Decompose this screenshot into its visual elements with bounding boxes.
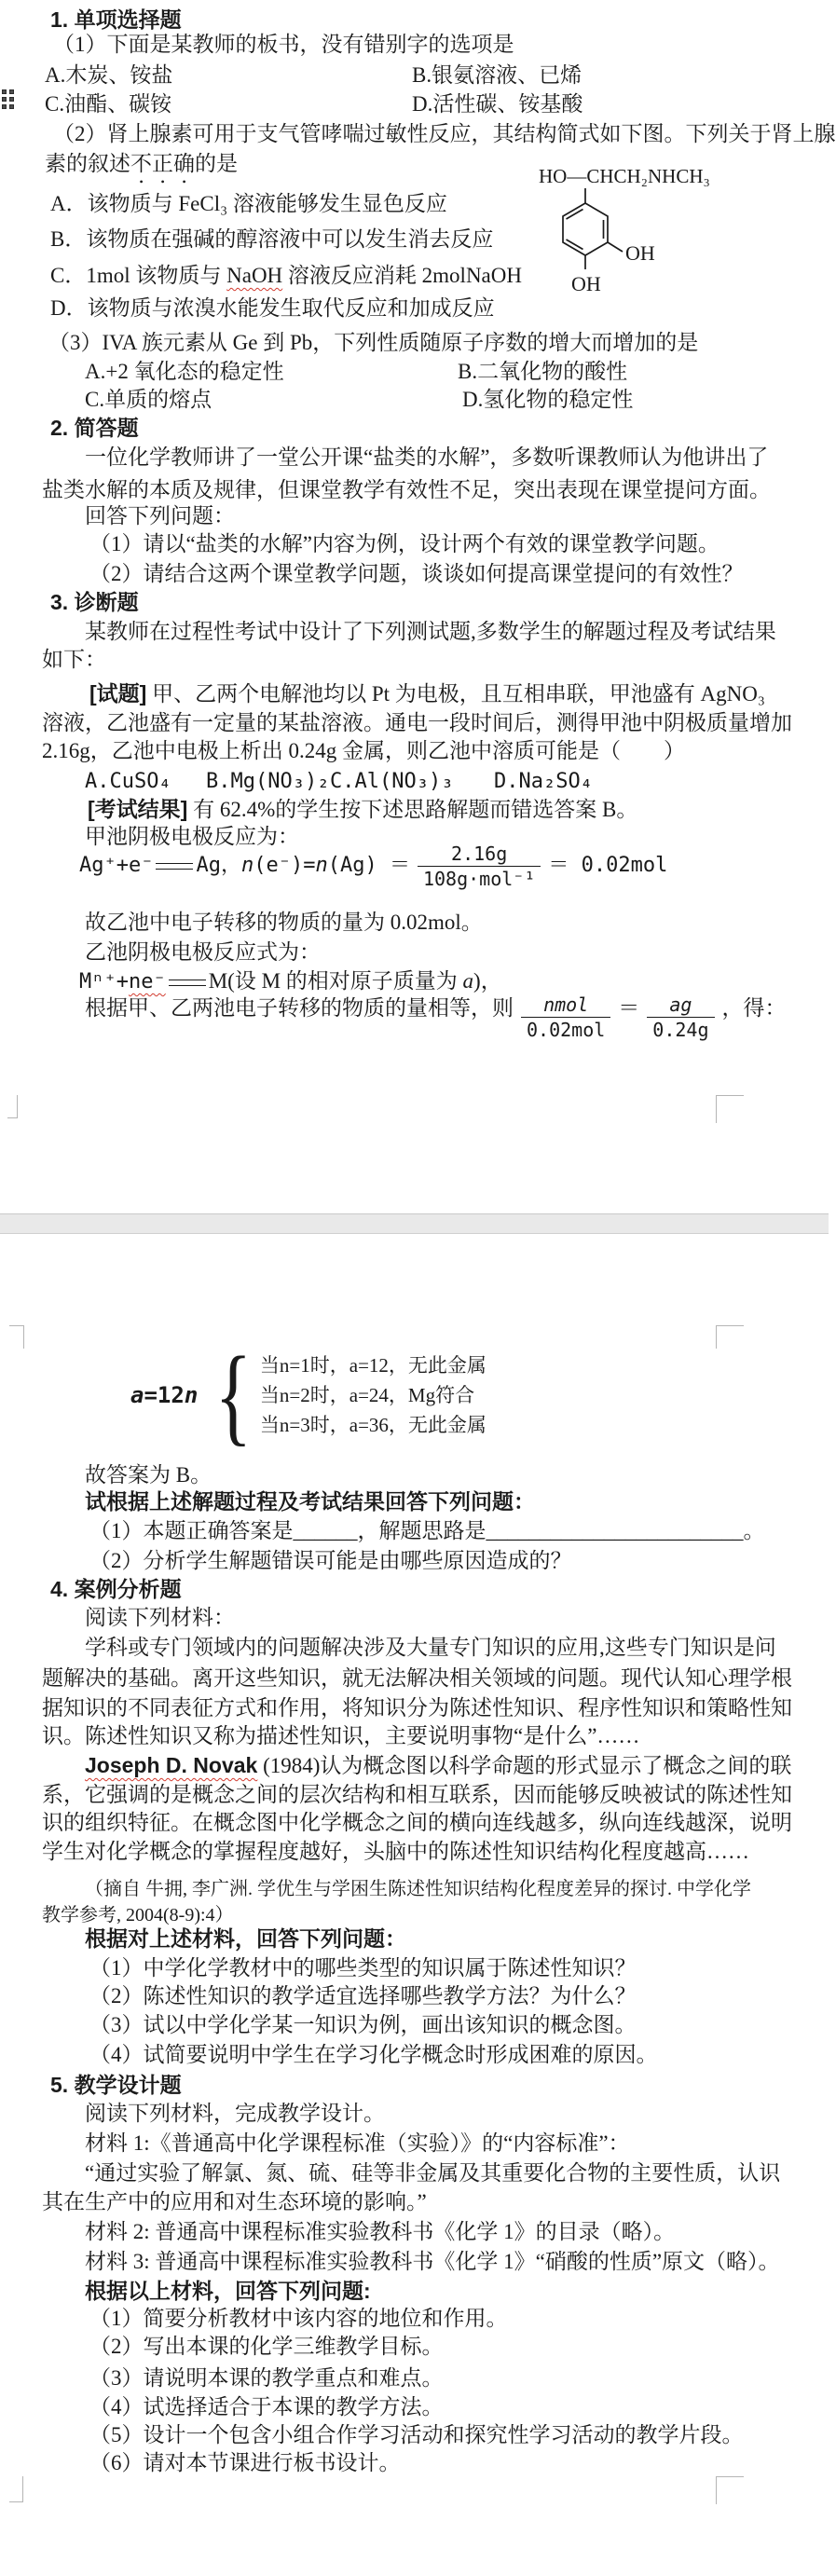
sub-question-2: （2）写出本课的化学三维教学目标。: [89, 2335, 444, 2358]
math-var-n: n: [315, 854, 328, 877]
margin-corner-mark: [9, 2476, 23, 2502]
instruction-heading: 根据对上述材料，回答下列问题：: [85, 1926, 406, 1951]
paragraph-line: 回答下列问题：: [85, 504, 235, 528]
document-page-1: [0, 0, 836, 1213]
math-var-a: a: [130, 1382, 144, 1408]
sub-question-2: （2）陈述性知识的教学适宜选择哪些教学方法？为什么？: [89, 1984, 637, 2007]
case-line-2: 当n=2时，a=24，Mg符合: [259, 1384, 475, 1406]
equation-text: =12: [144, 1382, 185, 1408]
drag-handle-dots-icon: [2, 89, 14, 109]
material-text-line: 学生对化学概念的掌握程度越好，头脑中的陈述性知识结构化程度越高……: [42, 1840, 749, 1863]
paragraph-line: 阅读下列材料：: [85, 1606, 235, 1629]
clipped-fraction: [639, 993, 721, 1041]
left-brace: {: [214, 1334, 253, 1456]
electrode-equation-1: [79, 837, 667, 895]
paragraph-line: 某教师在过程性考试中设计了下列测试题,多数学生的解题过程及考试结果: [85, 620, 776, 643]
test-options-row: [85, 768, 719, 796]
option-a: A．该物质与 FeCl₃ 溶液能够发生显色反应: [50, 192, 447, 215]
material-text-line: 识。陈述性知识又称为描述性知识，主要说明事物“是什么”……: [42, 1724, 640, 1747]
emphasized-text: 不正确: [130, 152, 195, 175]
sub-question-1: （1）请以“盐类的水解”内容为例，设计两个有效的课堂教学问题。: [89, 532, 720, 555]
sub-question-6: （6）请对本节课进行板书设计。: [89, 2451, 401, 2474]
double-bond-line: [156, 863, 193, 870]
fraction: [418, 842, 541, 891]
solution-line: 故乙池中电子转移的物质的量为 0.02mol。: [85, 911, 483, 934]
fraction: [647, 993, 714, 1042]
instruction-heading: 试根据上述解题过程及考试结果回答下列问题：: [85, 1489, 535, 1514]
sub-question-1: （1）中学化学教材中的哪些类型的知识属于陈述性知识？: [89, 1956, 637, 1980]
question-1-2-prompt-cont: [45, 150, 238, 188]
test-item-label: [试题]: [89, 681, 147, 706]
sub-question-5: （5）设计一个包含小组合作学习活动和探究性学习活动的教学片段。: [89, 2423, 744, 2446]
fraction-denominator: 0.24g: [647, 1017, 714, 1042]
instruction-heading: 根据以上材料，回答下列问题:: [85, 2279, 371, 2303]
option-a: A.木炭、铵盐: [45, 63, 173, 87]
option-a: A.CuSO₄: [85, 770, 171, 793]
margin-corner-mark: [716, 1325, 744, 1349]
equation-text: Mⁿ⁺+: [79, 970, 129, 993]
material-2-line: 材料 2: 普通高中课程标准实验教科书《化学 1》的目录（略）。: [85, 2220, 676, 2243]
solution-line: 乙池阴极电极反应式为：: [85, 940, 321, 964]
option-b: B.二氧化物的酸性: [458, 360, 628, 383]
option-c: C.油酯、碳铵: [45, 92, 172, 116]
sub-question-1: （1）本题正确答案是______，解题思路是________________________。: [89, 1519, 765, 1542]
math-var-n: n: [240, 854, 254, 877]
material-text-line: 题解决的基础。离开这些知识，就无法解决相关领域的问题。现代认知心理学根: [42, 1666, 792, 1690]
option-b: B.Mg(NO₃)₂: [206, 770, 330, 793]
structure-chain-formula: HO—CHCH₂NHCH₃: [539, 165, 710, 187]
math-var-n: n: [184, 1382, 199, 1408]
paragraph-line: 如下：: [42, 648, 106, 671]
citation-line: 教学参考, 2004(8-9):4）: [42, 1905, 234, 1925]
section-5-heading: 5. 教学设计题: [50, 2073, 182, 2097]
material-text: (1984)认为概念图以科学命题的形式显示了概念之间的联: [257, 1754, 792, 1777]
paragraph-line: 盐类水解的本质及规律，但课堂教学有效性不足，突出表现在课堂提问方面。: [42, 478, 771, 501]
test-item-line: 溶液，乙池盛有一定量的某盐溶液。通电一段时间后，测得甲池中阴极质量增加: [42, 711, 792, 734]
material-quote-line: 其在生产中的应用和对生态环境的影响。”: [42, 2190, 427, 2213]
prompt-text: 素的叙述: [45, 152, 130, 175]
exam-result-text: 有 62.4%的学生按下述思路解题而错选答案 B。: [187, 798, 638, 821]
section-2-heading: 2. 简答题: [50, 416, 139, 440]
fraction-denominator: 108g·mol⁻¹: [418, 866, 541, 891]
case-line-3: 当n=3时，a=36，无此金属: [259, 1414, 487, 1436]
option-d: D.氢化物的稳定性: [462, 388, 634, 411]
margin-corner-mark: [7, 1095, 18, 1118]
option-b: B．该物质在强碱的醇溶液中可以发生消去反应: [50, 227, 494, 251]
test-item-text: 甲、乙两个电解池均以 Pt 为电极，且互相串联，甲池盛有 AgNO₃: [146, 682, 765, 706]
sub-question-4: （4）试简要说明中学生在学习化学概念时形成困难的原因。: [89, 2043, 658, 2066]
hydroxyl-label-bottom: OH: [571, 272, 601, 295]
equation-text: )，: [473, 969, 502, 993]
section-4-heading: 4. 案例分析题: [50, 1577, 182, 1601]
equation-text: ，得：: [721, 996, 787, 1020]
clipped-fraction: [514, 993, 618, 1041]
sub-question-3: （3）试以中学化学某一知识为例，画出该知识的概念图。: [89, 2013, 637, 2036]
fraction: [521, 993, 610, 1042]
sub-question-2: （2）分析学生解题错误可能是由哪些原因造成的？: [89, 1549, 572, 1572]
material-3-line: 材料 3: 普通高中课程标准实验教科书《化学 1》“硝酸的性质”原文（略）。: [85, 2250, 780, 2273]
option-text: C．1mol 该物质与: [50, 264, 227, 287]
equation-text: 根据甲、乙两池电子转移的物质的量相等，则: [85, 996, 514, 1020]
margin-corner-mark: [716, 1095, 744, 1123]
sub-question-4: （4）试选择适合于本课的教学方法。: [89, 2395, 444, 2418]
option-b: B.银氨溶液、已烯: [412, 63, 582, 87]
sub-question-2: （2）请结合这两个课堂教学问题，谈谈如何提高课堂提问的有效性？: [89, 562, 744, 585]
spellcheck-word: ne⁻: [128, 970, 166, 993]
test-item-line: 2.16g，乙池中电极上析出 0.24g 金属，则乙池中溶质可能是（ ）: [42, 739, 685, 762]
case-analysis-equation: [130, 1334, 487, 1456]
paragraph-line: 一位化学教师讲了一堂公开课“盐类的水解”，多数听课教师认为他讲出了: [85, 445, 769, 469]
equation-text: (Ag) ＝: [327, 854, 410, 877]
material-text-line: 识的组织特征。在概念图中化学概念之间的横向连线越多，纵向连线越深，说明: [42, 1811, 792, 1834]
answer-line: 故答案为 B。: [85, 1463, 212, 1487]
section-3-heading: 3. 诊断题: [50, 590, 139, 614]
case-line-1: 当n=1时，a=12，无此金属: [259, 1354, 487, 1377]
material-text-line: [85, 1751, 791, 1780]
option-text: 溶液反应消耗 2molNaOH: [282, 264, 522, 287]
page-separator: [0, 1213, 829, 1234]
fraction-denominator: 0.02mol: [521, 1017, 610, 1042]
option-c: C.单质的熔点: [85, 388, 212, 411]
equation-text: Ag，: [196, 854, 241, 877]
material-1-line: 材料 1:《普通高中化学课程标准（实验）》的“内容标准”：: [85, 2131, 630, 2155]
equation-text: ＝ 0.02mol: [548, 854, 668, 877]
conclusion-equation-line: [85, 984, 787, 1041]
equation-text: (e⁻)=: [254, 854, 316, 877]
section-1-heading: 1. 单项选择题: [50, 7, 182, 32]
document-page-2: [0, 1234, 829, 2576]
exam-result-label: [考试结果]: [88, 797, 188, 821]
fraction-numerator: nmol: [543, 993, 589, 1016]
question-1-1-prompt: （1）下面是某教师的板书，没有错别字的选项是: [53, 33, 514, 56]
question-1-3-prompt: （3）IVA 族元素从 Ge 到 Pb，下列性质随原子序数的增大而增加的是: [48, 331, 699, 354]
case-list: [260, 1350, 487, 1440]
adrenaline-structure-diagram: [537, 164, 714, 308]
prompt-text: 的是: [195, 152, 238, 175]
solution-line: 甲池阴极电极反应为：: [85, 825, 299, 848]
paragraph-line: 阅读下列材料，完成教学设计。: [85, 2102, 385, 2125]
material-quote-line: “通过实验了解氯、氮、硫、硅等非金属及其重要化合物的主要性质，认识: [85, 2161, 781, 2185]
math-var-a: a: [462, 969, 474, 993]
question-1-2-prompt: （2）肾上腺素可用于支气管哮喘过敏性反应，其结构简式如下图。下列关于肾上腺: [53, 122, 836, 145]
margin-corner-mark: [716, 2476, 744, 2504]
material-text-line: 学科或专门领域内的问题解决涉及大量专门知识的应用,这些专门知识是问: [85, 1636, 776, 1659]
option-c: [50, 262, 522, 290]
option-c: C.Al(NO₃)₃: [330, 770, 454, 793]
option-d: D．该物质与浓溴水能发生取代反应和加成反应: [50, 296, 495, 320]
exam-result-line: [88, 795, 637, 824]
sub-question-3: （3）请说明本课的教学重点和难点。: [89, 2366, 444, 2390]
fraction-numerator: 2.16g: [451, 842, 508, 865]
equation-text: M(设 M 的相对原子质量为: [208, 969, 463, 993]
option-d: D.活性碳、铵基酸: [412, 92, 583, 116]
equation-text: Ag⁺+e⁻: [79, 854, 154, 877]
citation-line: （摘自 牛拥, 李广洲. 学优生与学困生陈述性知识结构化程度差异的探讨. 中学化学: [85, 1879, 751, 1899]
material-text-line: 系，它强调的是概念之间的层次结构和相互联系，因而能够反映被试的陈述性知: [42, 1783, 792, 1806]
material-text-line: 据知识的不同表征方式和作用，将知识分为陈述性知识、程序性知识和策略性知: [42, 1696, 792, 1720]
hydroxyl-label-right: OH: [625, 241, 655, 265]
sub-question-1: （1）简要分析教材中该内容的地位和作用。: [89, 2307, 508, 2330]
equals-sign: ＝: [618, 996, 640, 1020]
option-d: D.Na₂SO₄: [494, 770, 593, 793]
fraction-numerator: ag: [669, 993, 692, 1016]
margin-corner-mark: [9, 1325, 24, 1349]
option-a: A.+2 氧化态的稳定性: [85, 360, 284, 383]
author-name-spellcheck: Joseph D. Novak: [85, 1753, 258, 1777]
spellcheck-word: NaOH: [226, 264, 283, 287]
equation-lead: [130, 1381, 198, 1409]
test-item-line: [89, 679, 765, 708]
